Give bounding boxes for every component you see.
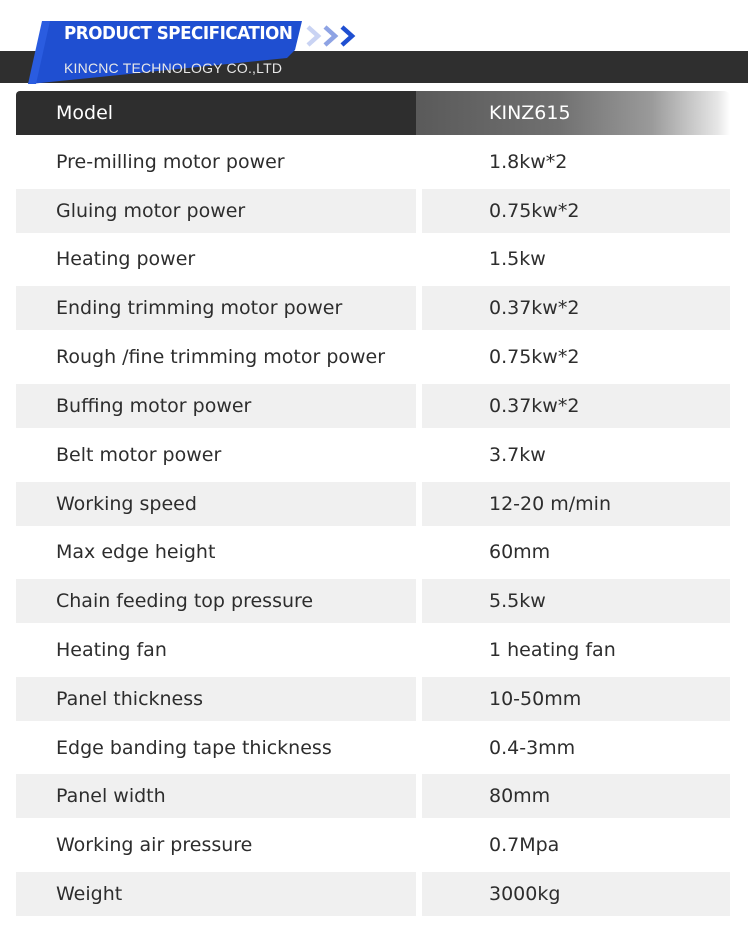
- spec-value: 1.5kw: [422, 237, 730, 281]
- spec-value: 60mm: [422, 530, 730, 574]
- spec-value: 0.4-3mm: [422, 726, 730, 770]
- spec-value: 3000kg: [422, 872, 730, 916]
- table-row: [16, 286, 730, 330]
- spec-value: 3.7kw: [422, 433, 730, 477]
- spec-label: Belt motor power: [16, 433, 416, 477]
- spec-value: 10-50mm: [422, 677, 730, 721]
- header-value-model: KINZ615: [416, 91, 730, 135]
- table-row: [16, 530, 730, 574]
- table-row: [16, 189, 730, 233]
- table-row: [16, 335, 730, 379]
- spec-label: Pre-milling motor power: [16, 140, 416, 184]
- spec-table-header: [16, 91, 730, 135]
- spec-value: 0.75kw*2: [422, 335, 730, 379]
- table-row: [16, 579, 730, 623]
- table-row: [16, 482, 730, 526]
- table-row: [16, 872, 730, 916]
- spec-label: Heating fan: [16, 628, 416, 672]
- spec-label: Weight: [16, 872, 416, 916]
- table-row: [16, 433, 730, 477]
- header-title: PRODUCT SPECIFICATION: [64, 23, 293, 44]
- spec-label: Working speed: [16, 482, 416, 526]
- spec-value: 1.8kw*2: [422, 140, 730, 184]
- spec-label: Chain feeding top pressure: [16, 579, 416, 623]
- company-name: KINCNC TECHNOLOGY CO.,LTD: [64, 60, 283, 76]
- spec-value: 1 heating fan: [422, 628, 730, 672]
- table-row: [16, 774, 730, 818]
- table-row: [16, 628, 730, 672]
- table-row: [16, 237, 730, 281]
- spec-label: Buffing motor power: [16, 384, 416, 428]
- table-row: [16, 677, 730, 721]
- spec-value: 5.5kw: [422, 579, 730, 623]
- spec-table: [16, 91, 730, 921]
- spec-label: Edge banding tape thickness: [16, 726, 416, 770]
- spec-value: 0.37kw*2: [422, 384, 730, 428]
- header-label-model: Model: [16, 91, 416, 135]
- spec-label: Panel width: [16, 774, 416, 818]
- table-row: [16, 140, 730, 184]
- spec-header-banner: [0, 0, 750, 90]
- spec-value: 0.37kw*2: [422, 286, 730, 330]
- table-row: [16, 384, 730, 428]
- triple-chevron-right-icon: [304, 24, 368, 48]
- spec-value: 80mm: [422, 774, 730, 818]
- spec-label: Ending trimming motor power: [16, 286, 416, 330]
- spec-label: Heating power: [16, 237, 416, 281]
- spec-value: 0.7Mpa: [422, 823, 730, 867]
- spec-label: Panel thickness: [16, 677, 416, 721]
- table-row: [16, 823, 730, 867]
- spec-label: Gluing motor power: [16, 189, 416, 233]
- spec-label: Max edge height: [16, 530, 416, 574]
- spec-label: Working air pressure: [16, 823, 416, 867]
- spec-value: 12-20 m/min: [422, 482, 730, 526]
- spec-label: Rough /fine trimming motor power: [16, 335, 416, 379]
- table-row: [16, 726, 730, 770]
- spec-value: 0.75kw*2: [422, 189, 730, 233]
